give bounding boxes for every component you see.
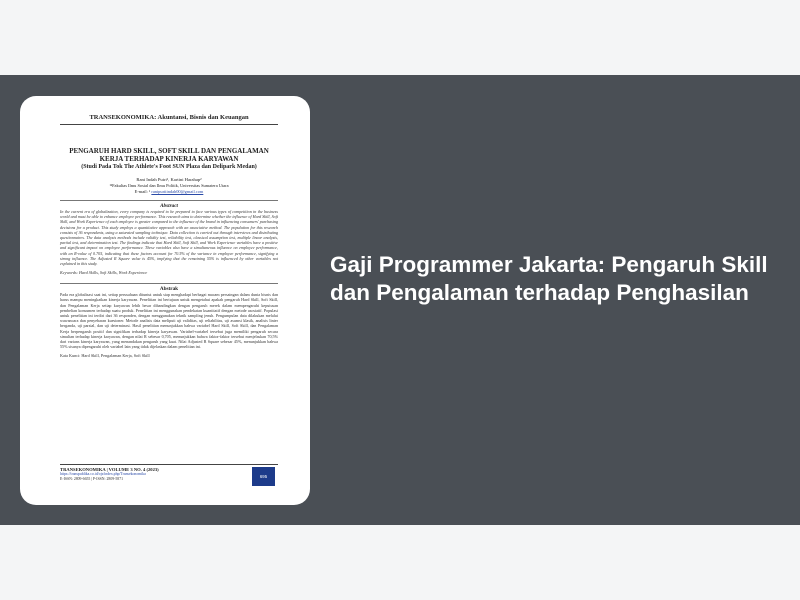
keywords-en: Keywords: Hard Skills, Soft Skills, Work Experience: [60, 270, 148, 276]
paper-subtitle: (Studi Pada Tok The Athlete's Foot SUN Plaza dan Delipark Medan): [81, 164, 257, 170]
footer-issn: E-ISSN: 2809-6655 | P-ISSN: 2809-5871: [60, 477, 123, 481]
keywords-id: Kata Kunci: Hard Skill, Pengalaman Kerja, Soft Skill: [60, 353, 150, 359]
paper-authors: Rani Indah Putri¹, Kartini Harahap²: [136, 177, 202, 182]
abstract-heading: Abstract: [60, 200, 278, 209]
footer-url: https://transpublika.co.id/ojs/index.php/Transekonomika: [60, 472, 146, 476]
article-headline[interactable]: Gaji Programmer Jakarta: Pengaruh Skill dan Pengalaman terhadap Penghasilan: [330, 252, 768, 305]
page-number-badge: 695: [252, 467, 275, 486]
email-link: ranipurtiindah00@gmail.com: [151, 188, 204, 194]
abstrak-heading: Abstrak: [60, 283, 278, 292]
email-label: E-mail: ¹: [134, 188, 151, 194]
paper-preview: [60, 106, 278, 496]
paper-email-line: [60, 189, 278, 195]
abstract-text-en: In the current era of globalization, every company is required to be prepared to face various types of competition in the business world and must be able to enhance employee performance. This research aims to determine whether the influence of Hard Skill, Soft Skill, and Work Experience of each employee is greater compared to the influence of the brand in influencing consumers' purchasing decisions for a product. This study employs a quantitative approach with an associative method. The population for this research consists of 36 respondents, using a saturated sampling technique. Data collection is carried out through interviews and distributing questionnaires. The data analysis methods include validity test, reliability test, classical assumption test, multiple linear analysis, partial test, and determination test. The findings indicate that Hard Skill, Soft Skill, and Work Experience variables have a positive and significant impact on employee performance. These variables also have a simultaneous influence on employee performance, with an R-value of 0.705, indicating that these factors account for 70.5% of the variance in employee performance, signifying a strong influence. The Adjusted R Square value is 45%, implying that the remaining 55% is influenced by other variables not explained in this study.: [60, 209, 278, 267]
paper-thumbnail-card[interactable]: [20, 96, 310, 505]
paper-affiliation: ¹²Fakultas Ilmu Sosial dan Ilmu Politik, Universitas Sumatera Utara: [109, 183, 229, 188]
abstract-text-id: Pada era globalisasi saat ini, setiap perusahaan dituntut untuk siap menghadapi berbagai macam persaingan dalam dunia bisnis dan harus mampu meningkatkan kinerja karyawan. Penelitian ini bertujuan untuk mengetahui apakah pengaruh Hard Skill, Soft Skill, dan Pengalaman Kerja setiap karyawan lebih besar dibandingkan dengan pengaruh merek dalam mempengaruhi keputusan pembelian konsumen terhadap suatu produk. Penelitian ini menggunakan pendekatan kuantitatif dengan metode asosiatif. Populasi untuk penelitian ini terdiri dari 36 responden, dengan menggunakan teknik sampling jenuh. Pengumpulan data dilakukan melalui wawancara dan penyebaran kuesioner. Metode analisis data meliputi uji validitas, uji reliabilitas, uji asumsi klasik, analisis linier berganda, uji parsial, dan uji determinasi. Hasil penelitian menunjukkan bahwa variabel Hard Skill, Soft Skill, dan Pengalaman Kerja berpengaruh positif dan signifikan terhadap kinerja karyawan. Variabel-variabel tersebut juga memiliki pengaruh secara simultan terhadap kinerja karyawan, dengan nilai R sebesar 0,705, menunjukkan bahwa faktor-faktor tersebut menjelaskan 70,5% dari varians kinerja karyawan, yang menandakan pengaruh yang kuat. Nilai Adjusted R Square sebesar 45%, menunjukkan bahwa 55% sisanya dipengaruhi oleh variabel lain yang tidak dijelaskan dalam penelitian ini.: [60, 292, 278, 350]
paper-title: PENGARUH HARD SKILL, SOFT SKILL DAN PENGALAMAN KERJA TERHADAP KINERJA KARYAWAN: [69, 147, 269, 163]
footer-journal: TRANSEKONOMIKA | VOLUME 3 NO. 4 (2023): [60, 467, 159, 472]
journal-header: TRANSEKONOMIKA: Akuntansi, Bisnis dan Keuangan: [60, 106, 278, 125]
hero-banner: [0, 75, 800, 525]
paper-footer: [60, 464, 278, 482]
